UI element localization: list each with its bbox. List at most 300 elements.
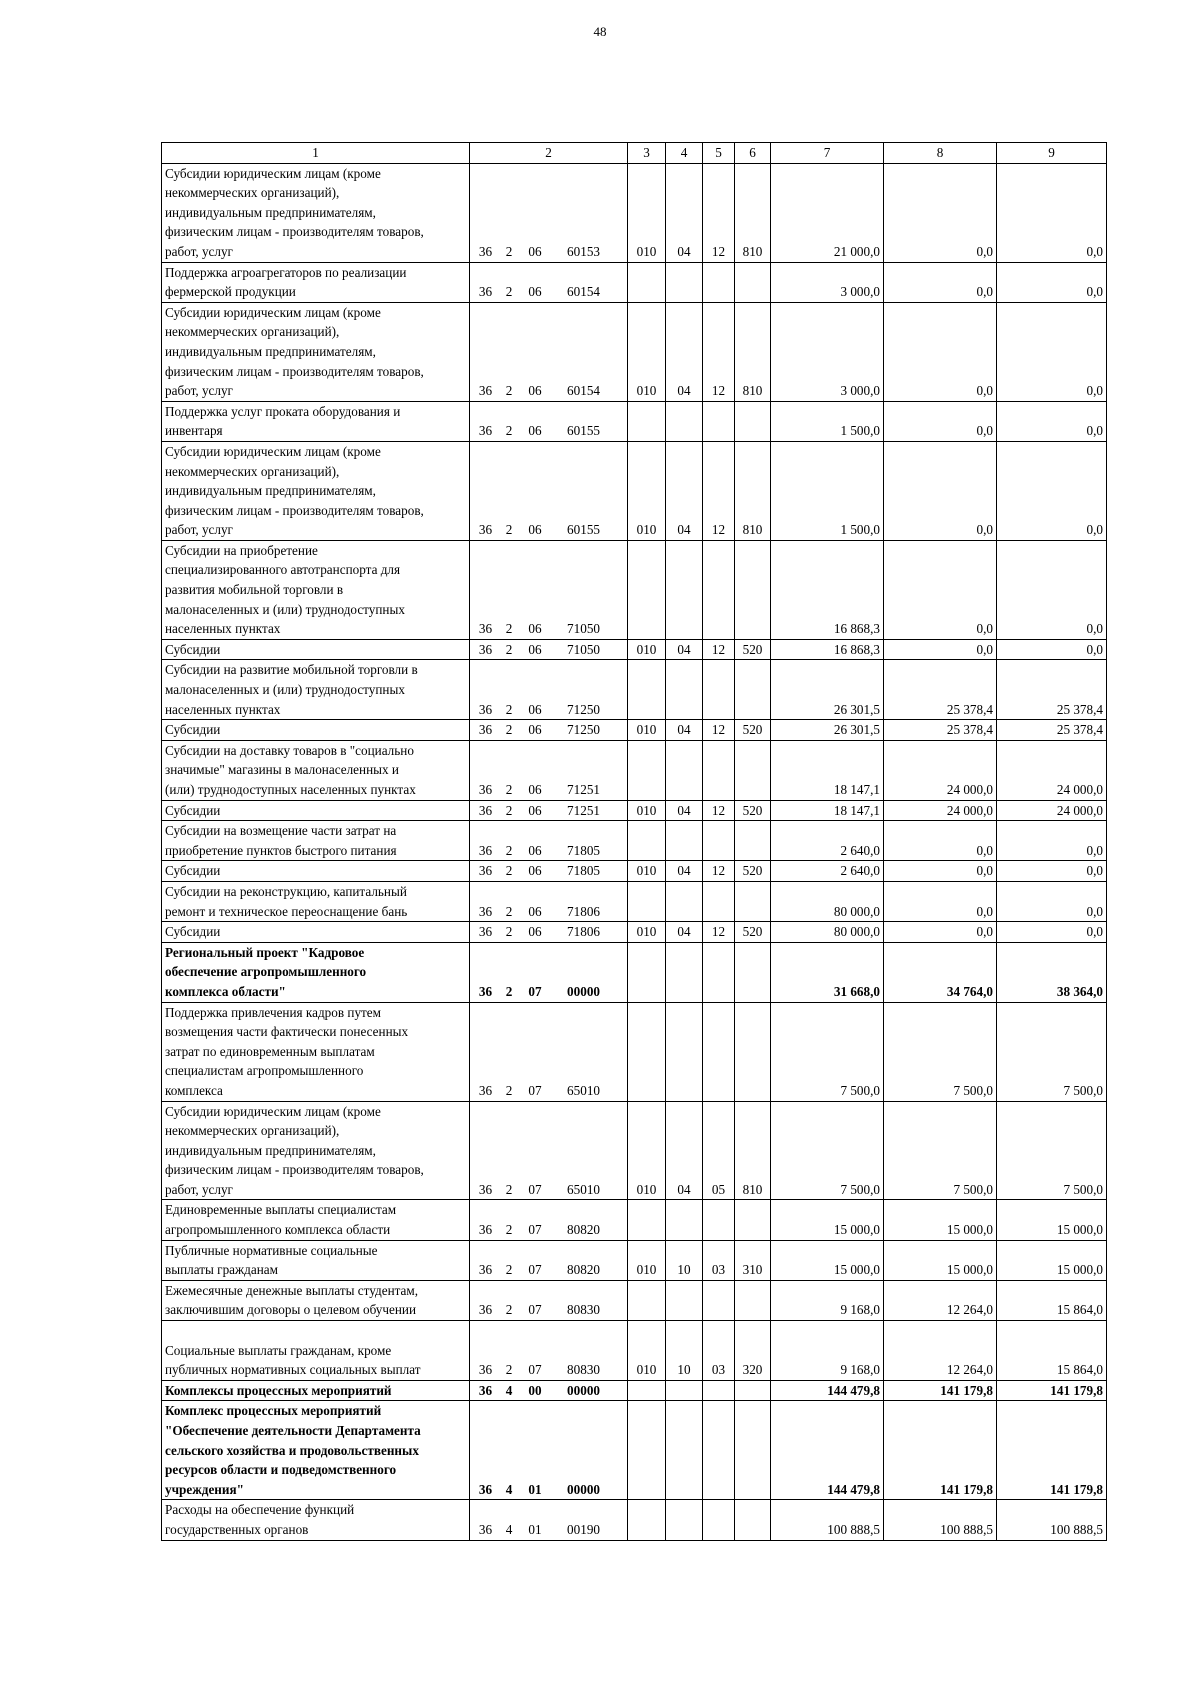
code-part-k1: 36 — [478, 903, 493, 919]
row-amount-7: 1 500,0 — [771, 401, 884, 441]
row-amount-9: 0,0 — [997, 639, 1107, 660]
row-col-3 — [628, 1002, 666, 1101]
row-amount-8: 15 000,0 — [884, 1200, 997, 1240]
row-col-4: 04 — [666, 720, 703, 741]
row-name-line: Субсидии на развитие мобильной торговли в — [165, 662, 418, 678]
code-part-k3: 06 — [528, 522, 542, 538]
row-amount-9: 0,0 — [997, 302, 1107, 401]
code-part-k2: 4 — [505, 1382, 513, 1398]
row-name-line: Расходы на обеспечение функций — [165, 1502, 355, 1518]
row-col-4 — [666, 821, 703, 861]
row-name-line: работ, услуг — [165, 522, 233, 538]
row-name — [162, 1200, 470, 1240]
row-code — [470, 163, 628, 262]
code-part-k4: 71050 — [567, 621, 600, 637]
row-col-5 — [703, 881, 735, 921]
row-name-line: (или) труднодоступных населенных пунктах — [165, 782, 416, 797]
table-row — [162, 639, 1107, 660]
row-col-4 — [666, 1200, 703, 1240]
row-name — [162, 881, 470, 921]
code-part-k1: 36 — [478, 842, 493, 858]
row-name-line: развития мобильной торговли в — [165, 582, 344, 598]
row-amount-9: 0,0 — [997, 861, 1107, 882]
row-col-6: 520 — [735, 800, 771, 821]
code-part-k2: 2 — [505, 1362, 513, 1378]
table-row — [162, 1002, 1107, 1101]
row-col-4: 04 — [666, 922, 703, 943]
row-amount-7: 1 500,0 — [771, 441, 884, 540]
row-amount-7: 16 868,3 — [771, 639, 884, 660]
row-name-line: Субсидии — [165, 722, 221, 738]
row-code — [470, 1380, 628, 1401]
row-name-line: малонаселенных и (или) труднодоступных — [165, 601, 405, 617]
code-part-k2: 2 — [505, 522, 513, 538]
code-part-k4: 60153 — [567, 243, 600, 259]
row-amount-7: 3 000,0 — [771, 262, 884, 302]
row-name-line: индивидуальным предпринимателям, — [165, 483, 376, 499]
code-part-k2: 2 — [505, 924, 513, 940]
row-amount-8: 0,0 — [884, 861, 997, 882]
row-name-line: Субсидии на реконструкцию, капитальный — [165, 883, 407, 899]
code-part-k1: 36 — [478, 1521, 493, 1537]
row-col-6: 810 — [735, 441, 771, 540]
row-amount-8: 141 179,8 — [884, 1401, 997, 1500]
code-part-k2: 2 — [505, 1222, 513, 1238]
row-col-6 — [735, 660, 771, 720]
header-cell-5: 5 — [703, 143, 735, 164]
row-amount-7: 7 500,0 — [771, 1002, 884, 1101]
row-col-3: 010 — [628, 441, 666, 540]
row-name-line: некоммерческих организаций), — [165, 185, 340, 201]
code-part-k2: 2 — [505, 802, 513, 818]
code-part-k4: 60154 — [567, 284, 600, 300]
row-col-4 — [666, 942, 703, 1002]
code-part-k2: 2 — [505, 722, 513, 738]
row-col-6 — [735, 1280, 771, 1320]
row-name-line: инвентаря — [165, 423, 223, 439]
row-amount-7: 18 147,1 — [771, 800, 884, 821]
row-amount-7: 15 000,0 — [771, 1200, 884, 1240]
row-col-5 — [703, 401, 735, 441]
code-part-k1: 36 — [478, 1181, 493, 1197]
row-amount-9: 0,0 — [997, 441, 1107, 540]
row-name — [162, 720, 470, 741]
row-amount-9: 141 179,8 — [997, 1401, 1107, 1500]
row-name-line — [165, 1321, 466, 1341]
row-name — [162, 302, 470, 401]
table-row — [162, 1240, 1107, 1280]
row-amount-9: 25 378,4 — [997, 720, 1107, 741]
row-col-4: 04 — [666, 861, 703, 882]
row-name-line: Социальные выплаты гражданам, кроме — [165, 1342, 392, 1358]
code-part-k3: 07 — [528, 1362, 542, 1378]
row-name — [162, 1240, 470, 1280]
row-name-line: физическим лицам - производителям товаров, — [165, 1162, 424, 1178]
code-part-k1: 36 — [478, 802, 493, 818]
row-amount-8: 12 264,0 — [884, 1280, 997, 1320]
row-name-line: фермерской продукции — [165, 284, 296, 300]
row-col-3: 010 — [628, 1240, 666, 1280]
code-part-k4: 71806 — [567, 924, 600, 940]
row-name-line: Субсидии юридическим лицам (кроме — [165, 165, 381, 181]
code-part-k1: 36 — [478, 641, 493, 657]
row-name-line: затрат по единовременным выплатам — [165, 1043, 375, 1059]
row-col-5 — [703, 1380, 735, 1401]
row-amount-8: 0,0 — [884, 163, 997, 262]
row-col-5: 12 — [703, 720, 735, 741]
row-name-line: Поддержка агроагрегаторов по реализации — [165, 264, 407, 280]
row-name-line: сельского хозяйства и продовольственных — [165, 1442, 419, 1458]
row-col-4: 10 — [666, 1321, 703, 1381]
row-name — [162, 262, 470, 302]
row-name-line: работ, услуг — [165, 383, 233, 399]
code-part-k4: 00190 — [567, 1521, 600, 1537]
code-part-k1: 36 — [478, 1222, 493, 1238]
row-name-line: Субсидии юридическим лицам (кроме — [165, 304, 381, 320]
row-col-4: 04 — [666, 163, 703, 262]
code-part-k1: 36 — [478, 924, 493, 940]
row-col-4 — [666, 1280, 703, 1320]
row-name-line: работ, услуг — [165, 243, 233, 259]
row-col-3 — [628, 942, 666, 1002]
code-part-k2: 2 — [505, 983, 513, 999]
row-col-3: 010 — [628, 639, 666, 660]
row-name-line: публичных нормативных социальных выплат — [165, 1362, 421, 1378]
row-code — [470, 821, 628, 861]
row-amount-8: 7 500,0 — [884, 1002, 997, 1101]
table-row — [162, 1401, 1107, 1500]
code-part-k2: 2 — [505, 782, 513, 797]
row-amount-9: 15 000,0 — [997, 1200, 1107, 1240]
row-col-3 — [628, 1401, 666, 1500]
code-part-k4: 60155 — [567, 522, 600, 538]
row-col-3 — [628, 881, 666, 921]
row-amount-7: 100 888,5 — [771, 1500, 884, 1540]
code-part-k3: 07 — [528, 983, 542, 999]
code-part-k3: 06 — [528, 423, 542, 439]
row-col-4: 04 — [666, 639, 703, 660]
table-row — [162, 441, 1107, 540]
row-col-5 — [703, 942, 735, 1002]
row-code — [470, 881, 628, 921]
row-name-line: Ежемесячные денежные выплаты студентам, — [165, 1282, 419, 1298]
row-name-line: физическим лицам - производителям товаров, — [165, 363, 424, 379]
row-col-3 — [628, 1280, 666, 1320]
code-part-k3: 06 — [528, 802, 542, 818]
row-code — [470, 1240, 628, 1280]
row-col-4: 04 — [666, 800, 703, 821]
row-amount-8: 0,0 — [884, 881, 997, 921]
row-col-6 — [735, 881, 771, 921]
row-amount-7: 2 640,0 — [771, 861, 884, 882]
row-col-4 — [666, 1380, 703, 1401]
row-amount-9: 0,0 — [997, 821, 1107, 861]
code-part-k3: 06 — [528, 641, 542, 657]
code-part-k4: 71050 — [567, 641, 600, 657]
row-col-6 — [735, 1200, 771, 1240]
row-col-4: 04 — [666, 1101, 703, 1200]
code-part-k2: 2 — [505, 243, 513, 259]
code-part-k3: 07 — [528, 1262, 542, 1278]
table-row — [162, 942, 1107, 1002]
row-amount-7: 3 000,0 — [771, 302, 884, 401]
row-col-6 — [735, 1401, 771, 1500]
row-name — [162, 639, 470, 660]
code-part-k2: 2 — [505, 641, 513, 657]
row-name-line: комплекса области" — [165, 983, 286, 999]
row-name-line: Комплекс процессных мероприятий — [165, 1403, 382, 1419]
code-part-k4: 65010 — [567, 1181, 600, 1197]
row-name-line: обеспечение агропромышленного — [165, 964, 367, 980]
row-name-line: государственных органов — [165, 1521, 309, 1537]
header-cell-7: 7 — [771, 143, 884, 164]
row-name-line: Публичные нормативные социальные — [165, 1242, 378, 1258]
table-row — [162, 163, 1107, 262]
code-part-k4: 00000 — [567, 983, 600, 999]
code-part-k1: 36 — [478, 621, 493, 637]
row-code — [470, 441, 628, 540]
code-part-k2: 2 — [505, 1181, 513, 1197]
row-col-6: 520 — [735, 861, 771, 882]
code-part-k4: 71806 — [567, 903, 600, 919]
code-part-k4: 71251 — [567, 782, 600, 797]
row-name-line: физическим лицам - производителям товаров, — [165, 502, 424, 518]
row-name — [162, 1321, 470, 1381]
row-amount-7: 144 479,8 — [771, 1401, 884, 1500]
table-row — [162, 540, 1107, 639]
row-col-3: 010 — [628, 1321, 666, 1381]
row-amount-9: 0,0 — [997, 401, 1107, 441]
row-col-6: 310 — [735, 1240, 771, 1280]
row-col-4 — [666, 1002, 703, 1101]
code-part-k2: 2 — [505, 1082, 513, 1098]
code-part-k2: 2 — [505, 863, 513, 879]
row-col-3 — [628, 540, 666, 639]
table-row — [162, 800, 1107, 821]
row-amount-9: 25 378,4 — [997, 660, 1107, 720]
row-amount-9: 24 000,0 — [997, 740, 1107, 800]
code-part-k1: 36 — [478, 1302, 493, 1318]
row-amount-8: 100 888,5 — [884, 1500, 997, 1540]
row-amount-7: 21 000,0 — [771, 163, 884, 262]
row-amount-9: 7 500,0 — [997, 1101, 1107, 1200]
code-part-k3: 06 — [528, 621, 542, 637]
row-amount-8: 141 179,8 — [884, 1380, 997, 1401]
row-name — [162, 441, 470, 540]
row-name — [162, 1101, 470, 1200]
table-row — [162, 660, 1107, 720]
row-amount-8: 25 378,4 — [884, 660, 997, 720]
row-col-3: 010 — [628, 720, 666, 741]
row-amount-9: 100 888,5 — [997, 1500, 1107, 1540]
row-code — [470, 1200, 628, 1240]
row-name-line: значимые" магазины в малонаселенных и — [165, 762, 399, 778]
row-amount-7: 18 147,1 — [771, 740, 884, 800]
code-part-k4: 71805 — [567, 863, 600, 879]
row-amount-9: 0,0 — [997, 922, 1107, 943]
row-name-line: Региональный проект "Кадровое — [165, 944, 365, 960]
row-amount-9: 15 864,0 — [997, 1321, 1107, 1381]
code-part-k1: 36 — [478, 522, 493, 538]
code-part-k4: 60154 — [567, 383, 600, 399]
row-col-5: 12 — [703, 861, 735, 882]
table-row — [162, 1280, 1107, 1320]
row-amount-8: 0,0 — [884, 821, 997, 861]
row-col-4: 10 — [666, 1240, 703, 1280]
row-code — [470, 800, 628, 821]
row-col-3 — [628, 1380, 666, 1401]
row-name — [162, 861, 470, 882]
row-amount-9: 15 864,0 — [997, 1280, 1107, 1320]
row-col-5: 12 — [703, 163, 735, 262]
row-col-5 — [703, 660, 735, 720]
code-part-k1: 36 — [478, 243, 493, 259]
row-col-5 — [703, 262, 735, 302]
row-col-4 — [666, 1401, 703, 1500]
row-name-line: некоммерческих организаций), — [165, 1123, 340, 1139]
row-name — [162, 942, 470, 1002]
table-row — [162, 1380, 1107, 1401]
row-name — [162, 163, 470, 262]
row-name-line: некоммерческих организаций), — [165, 463, 340, 479]
row-name-line: Субсидии — [165, 924, 221, 940]
row-amount-7: 16 868,3 — [771, 540, 884, 639]
code-part-k1: 36 — [478, 983, 493, 999]
code-part-k2: 2 — [505, 1262, 513, 1278]
row-code — [470, 1280, 628, 1320]
row-name — [162, 740, 470, 800]
code-part-k4: 71805 — [567, 842, 600, 858]
row-name — [162, 1500, 470, 1540]
code-part-k3: 06 — [528, 243, 542, 259]
row-code — [470, 262, 628, 302]
row-name-line: Субсидии юридическим лицам (кроме — [165, 443, 381, 459]
code-part-k3: 01 — [528, 1481, 542, 1497]
row-amount-7: 2 640,0 — [771, 821, 884, 861]
row-col-3 — [628, 660, 666, 720]
budget-table — [161, 142, 1107, 1541]
row-code — [470, 1101, 628, 1200]
row-name-line: малонаселенных и (или) труднодоступных — [165, 682, 405, 698]
row-amount-8: 7 500,0 — [884, 1101, 997, 1200]
table-row — [162, 1321, 1107, 1381]
row-col-5: 12 — [703, 800, 735, 821]
row-amount-9: 0,0 — [997, 262, 1107, 302]
code-part-k3: 06 — [528, 383, 542, 399]
table-row — [162, 740, 1107, 800]
code-part-k4: 80820 — [567, 1262, 600, 1278]
row-col-5: 03 — [703, 1240, 735, 1280]
code-part-k3: 06 — [528, 701, 542, 717]
code-part-k1: 36 — [478, 722, 493, 738]
code-part-k3: 06 — [528, 863, 542, 879]
table-row — [162, 922, 1107, 943]
row-name — [162, 821, 470, 861]
row-name-line: учреждения" — [165, 1481, 244, 1497]
header-cell-8: 8 — [884, 143, 997, 164]
table-row — [162, 1101, 1107, 1200]
row-name-line: Поддержка привлечения кадров путем — [165, 1004, 381, 1020]
row-col-6 — [735, 1500, 771, 1540]
row-col-3: 010 — [628, 800, 666, 821]
row-amount-8: 0,0 — [884, 441, 997, 540]
row-amount-7: 26 301,5 — [771, 720, 884, 741]
code-part-k4: 60155 — [567, 423, 600, 439]
row-amount-9: 7 500,0 — [997, 1002, 1107, 1101]
row-name-line: Субсидии — [165, 802, 221, 818]
row-col-3: 010 — [628, 1101, 666, 1200]
row-name-line: индивидуальным предпринимателям, — [165, 343, 376, 359]
row-col-5 — [703, 821, 735, 861]
code-part-k3: 06 — [528, 924, 542, 940]
code-part-k1: 36 — [478, 383, 493, 399]
code-part-k1: 36 — [478, 1082, 493, 1098]
row-code — [470, 720, 628, 741]
code-part-k3: 06 — [528, 903, 542, 919]
row-col-6: 810 — [735, 302, 771, 401]
row-amount-7: 31 668,0 — [771, 942, 884, 1002]
row-name — [162, 1401, 470, 1500]
page-number: 48 — [593, 24, 607, 39]
row-col-5 — [703, 740, 735, 800]
row-col-3 — [628, 1500, 666, 1540]
row-name-line: населенных пунктах — [165, 701, 281, 717]
row-col-6: 520 — [735, 720, 771, 741]
row-code — [470, 740, 628, 800]
row-name-line: Субсидии — [165, 641, 221, 657]
code-part-k3: 01 — [528, 1521, 542, 1537]
row-name — [162, 540, 470, 639]
row-amount-8: 0,0 — [884, 401, 997, 441]
row-name-line: Единовременные выплаты специалистам — [165, 1202, 397, 1218]
row-amount-7: 26 301,5 — [771, 660, 884, 720]
row-col-4: 04 — [666, 302, 703, 401]
header-cell-4: 4 — [666, 143, 703, 164]
code-part-k4: 80830 — [567, 1362, 600, 1378]
row-name-line: работ, услуг — [165, 1181, 233, 1197]
row-col-6 — [735, 540, 771, 639]
table-row — [162, 861, 1107, 882]
row-amount-7: 80 000,0 — [771, 922, 884, 943]
row-amount-7: 144 479,8 — [771, 1380, 884, 1401]
row-code — [470, 1500, 628, 1540]
code-part-k4: 80830 — [567, 1302, 600, 1318]
row-code — [470, 401, 628, 441]
row-name-line: Комплексы процессных мероприятий — [165, 1382, 392, 1398]
row-code — [470, 1002, 628, 1101]
row-col-5 — [703, 1401, 735, 1500]
row-amount-8: 15 000,0 — [884, 1240, 997, 1280]
header-cell-3: 3 — [628, 143, 666, 164]
header-cell-1: 1 — [162, 143, 470, 164]
table-body — [162, 143, 1107, 1541]
row-code — [470, 1321, 628, 1381]
code-part-k4: 65010 — [567, 1082, 600, 1098]
row-name-line: индивидуальным предпринимателям, — [165, 1142, 376, 1158]
code-part-k2: 2 — [505, 423, 513, 439]
row-col-4 — [666, 401, 703, 441]
code-part-k2: 4 — [505, 1521, 513, 1537]
table-row — [162, 881, 1107, 921]
row-name — [162, 922, 470, 943]
code-part-k4: 80820 — [567, 1222, 600, 1238]
row-name — [162, 800, 470, 821]
row-code — [470, 1401, 628, 1500]
row-col-4 — [666, 1500, 703, 1540]
row-amount-8: 24 000,0 — [884, 800, 997, 821]
code-part-k3: 00 — [528, 1382, 542, 1398]
row-col-5: 12 — [703, 639, 735, 660]
